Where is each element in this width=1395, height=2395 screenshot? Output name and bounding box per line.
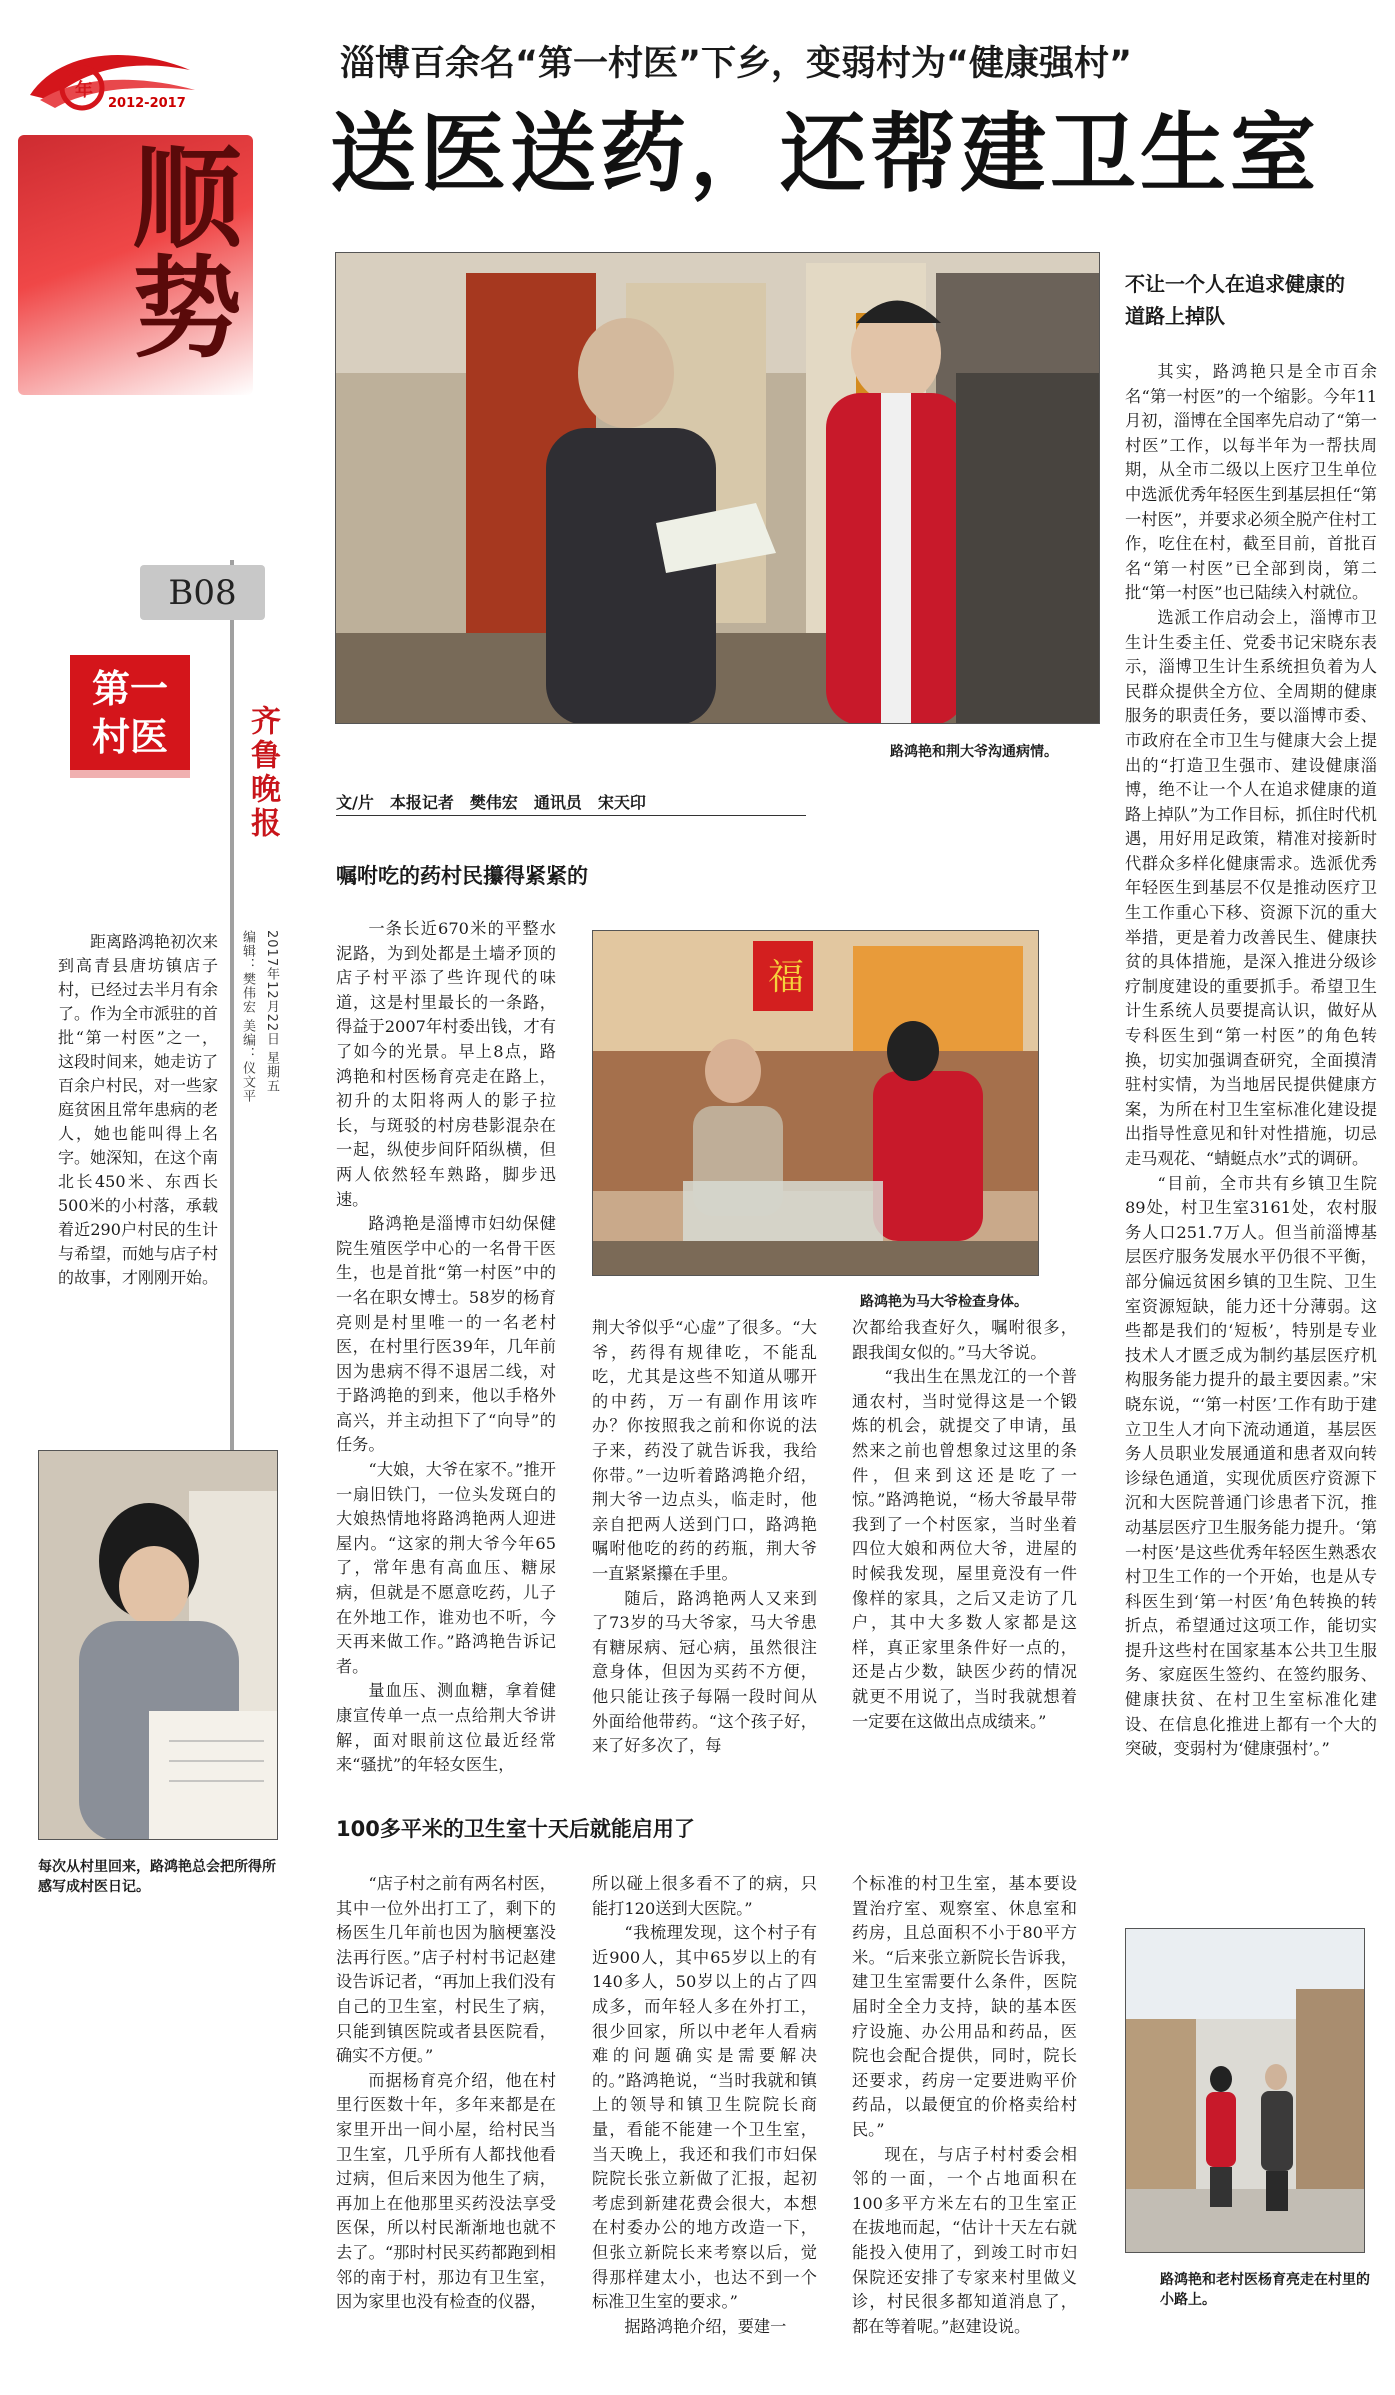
date-line: 2017年12月22日 星期五 xyxy=(264,930,279,1094)
column-tag xyxy=(70,655,190,770)
photo-checkup xyxy=(592,930,1039,1276)
sidebar-subhead: 不让一个人在追求健康的道路上掉队 xyxy=(1125,272,1345,328)
byline: 文/片 本报记者 樊伟宏 通讯员 宋天印 xyxy=(336,793,646,812)
svg-text:年: 年 xyxy=(75,80,93,101)
doctor-with-elder-scene xyxy=(336,253,1100,724)
section2-subhead: 100多平米的卫生室十天后就能启用了 xyxy=(336,1817,695,1841)
caption-checkup: 路鸿艳为马大爷检查身体。 xyxy=(860,1294,1028,1310)
section2-col1: “店子村之前有两名村医，其中一位外出打工了，剩下的杨医生几年前也因为脑梗塞没法再行医。”店子村村书记赵建设告诉记者，“再加上我们没有自己的卫生室，村民生了病，只能到镇医院或者县医院看，确实不方便。” 而据杨育亮介绍，他在村里行医数十年，多年来都是在家里开出一间小屋，给村民当卫生室，几乎所有人都找他看过病，但后来因为他生了病，再加上在他那里买药没法享受医保，所以村民渐渐地也就不去了。“那时村民买药都跑到相邻的南于村，那边有卫生室，因为家里也没有检查的仪器， xyxy=(336,1874,556,2312)
intro-text: 距离路鸿艳初次来到高青县唐坊镇店子村，已经过去半月有余了。作为全市派驻的首批“第一村医”之一，这段时间来，她走访了百余户村民，对一些家庭贫困且常年患病的老人，她也能叫得上名字。她深知，在这个南北长450米、东西长500米的小村落，承载着近290户村民的生计与希望，而她与店子村的故事，才刚刚开始。 xyxy=(58,932,219,1287)
logo-swoosh-icon xyxy=(20,40,200,125)
woman-writing-figure-icon xyxy=(39,1451,278,1840)
kicker: 淄博百余名“第一村医”下乡，变弱村为“健康强村” xyxy=(340,44,1133,84)
column-tag-label: 第一村医 xyxy=(91,666,168,759)
page-number-box xyxy=(140,565,265,620)
caption-writing-diary: 每次从村里回来，路鸿艳总会把所得所感写成村医日记。 xyxy=(38,1859,276,1895)
headline: 送医送药，还帮建卫生室 xyxy=(330,103,1320,204)
vertical-rule xyxy=(230,560,234,1580)
walking-in-lane-scene xyxy=(1126,1929,1365,2253)
section2-col3: 个标准的村卫生室，基本要设置治疗室、观察室、休息室和药房，且总面积不小于80平方米。“后来张立新院长告诉我，建卫生室需要什么条件，医院届时全全力支持，缺的基本医疗设施、办公用品和药品，医院也会配合提供，同时，院长还要求，药房一定要进购平价药品，以最便宜的价格卖给村民。” 现在，与店子村村委会相邻的一面，一个占地面积在100多平方米左右的卫生室正在拔地而起，“估计十天左右就能投入使用了，到竣工时市妇保院还安排了专家来村里做义诊，村民很多都知道消息了，都在等着呢。”赵建设说。 xyxy=(852,1874,1077,2336)
section-title: 顺势 xyxy=(114,140,243,360)
section2-col2: 所以碰上很多看不了的病，只能打120送到大医院。” “我梳理发现，这个村子有近900人，其中65岁以上的有140多人，50岁以上的占了四成多，而年轻人多在外打工，很少回家，所以中老年人看病难的问题确实是需要解决的。”路鸿艳说，“当时我就和镇上的领导和镇卫生院院长商量，看能不能建一个卫生室，当天晚上，我还和我们市妇保院院长张立新做了汇报，起初考虑到新建花费会很大，本想在村委办公的地方改造一下，但张立新院长来考察以后，觉得那样建太小，也达不到一个标准卫生室的要求。” 据路鸿艳介绍，要建一 xyxy=(592,1874,817,2336)
photo-walking xyxy=(1125,1928,1365,2253)
byline-rule xyxy=(336,815,806,816)
section1-col1: 一条长近670米的平整水泥路，为到处都是土墙矛顶的店子村平添了些许现代的味道，这是村里最长的一条路，得益于2007年村委出钱，才有了如今的光景。早上8点，路鸿艳和村医杨育亮走在路上，初升的太阳将两人的影子拉长，与斑驳的村房巷影混杂在一起，纵使步间阡陌纵横，但两人依然轻车熟路，脚步迅速。 路鸿艳是淄博市妇幼保健院生殖医学中心的一名骨干医生，也是首批“第一村医”中的一名在职女博士。58岁的杨育亮则是村里唯一的一名老村医，在村里行医39年，几年前因为患病不得不退居二线，对于路鸿艳的到来，他以手格外高兴，并主动担下了“向导”的任务。 “大娘，大爷在家不。”推开一扇旧铁门，一位头发斑白的大娘热情地将路鸿艳两人迎进屋内。“这家的荆大爷今年65了，常年患有高血压、糖尿病，但就是不愿意吃药，儿子在外地工作，谁劝也不听，今天再来做工作。”路鸿艳告诉记者。 量血压、测血糖，拿着健康宣传单一点一点给荆大爷讲解，面对眼前这位最近经常来“骚扰”的年轻女医生， xyxy=(336,919,556,1775)
editor-line: 编辑：樊伟宏 美编：仪文平 xyxy=(240,930,255,1104)
photo-main xyxy=(335,252,1100,724)
section1-subhead: 嘱咐吃的药村民攥得紧紧的 xyxy=(336,864,588,888)
caption-main-photo: 路鸿艳和荆大爷沟通病情。 xyxy=(890,744,1058,760)
svg-text:福: 福 xyxy=(768,957,805,998)
logo-years: 2012-2017 xyxy=(108,96,186,111)
sidebar-text: 其实，路鸿艳只是全市百余名“第一村医”的一个缩影。今年11月初，淄博在全国率先启动了“第一村医”工作，以每半年为一帮扶周期，从全市二级以上医疗卫生单位中选派优秀年轻医生到基层担任“第一村医”，并要求必须全脱产住村工作，吃住在村，截至目前，首批百名“第一村医”已全部到岗，第二批“第一村医”也已陆续入村就位。 选派工作启动会上，淄博市卫生计生委主任、党委书记宋晓东表示，淄博卫生计生系统担负着为人民群众提供全方位、全周期的健康服务的职责任务，要以淄博市委、市政府在全市卫生与健康大会上提出的“打造卫生强市、建设健康淄博，绝不让一个人在追求健康的道路上掉队”为工作目标，抓住时代机遇，用好用足政策，精准对接新时代群众多样化健康需求。选派优秀年轻医生到基层不仅是推动医疗卫生工作重心下移、资源下沉的重大举措，更是着力改善民生、健康扶贫的具体措施，是深入推进分级诊疗制度建设的重要抓手。希望卫生计生系统人员要提高认识，做好从专科医生到“第一村医”的角色转换，切实加强调查研究，全面摸清驻村实情，为当地居民提供健康方案，为所在村卫生室标准化建设提出指导性意见和针对性措施，切忌走马观花、“蜻蜓点水”式的调研。 “目前，全市共有乡镇卫生院89处，村卫生室3161处，农村服务人口251.7万人。但当前淄博基层医疗服务发展水平仍很不平衡，部分偏远贫困乡镇的卫生院、卫生室资源短缺，能力还十分薄弱。这些都是我们的‘短板’，特别是专业技术人才匮乏成为制约基层医疗机构服务能力提升的最主要因素。”宋晓东说，“‘第一村医’工作有助于建立卫生人才向下流动通道，基层医务人员职业发展通道和患者双向转诊绿色通道，实现优质医疗资源下沉和大医院普通门诊患者下沉，推动基层医疗卫生服务能力提升。‘第一村医’是这些优秀年轻医生熟悉农村卫生工作的一个开始，也是从专科医生到‘第一村医’角色转换的转折点，希望通过这项工作，能切实提升这些村在国家基本公共卫生服务、家庭医生签约、在签约服务、健康扶贫、在村卫生室标准化建设、在信息化推进上都有一个大的突破，变弱村为‘健康强村’。” xyxy=(1125,362,1377,1759)
logo xyxy=(20,40,200,125)
section1-col3: 次都给我查好久，嘱咐很多，跟我闺女似的。”马大爷说。 “我出生在黑龙江的一个普通农村，当时觉得这是一个锻炼的机会，就提交了申请，虽然来之前也曾想象过这里的条件，但来到这还是吃了一惊。”路鸿艳说，“杨大爷最早带我到了一个村医家，当时坐着四位大娘和两位大爷，进屋的时候我发现，屋里竟没有一件像样的家具，之后又走访了几户，其中大多数人家都是这样，真正家里条件好一点的，还是占少数，缺医少药的情况就更不用说了，当时我就想着一定要在这做出点成绩来。” xyxy=(852,1318,1077,1731)
photo-writing-diary xyxy=(38,1450,278,1840)
section1-col2: 荆大爷似乎“心虚”了很多。“大爷，药得有规律吃，不能乱吃，尤其是这些不知道从哪开的中药，万一有副作用该咋办？你按照我之前和你说的法子来，药没了就告诉我，我给你带。”一边听着路鸿艳介绍，荆大爷一边点头，临走时，他亲自把两人送到门口，路鸿艳嘱咐他吃的药的药瓶，荆大爷一直紧紧攥在手里。 随后，路鸿艳两人又来到了73岁的马大爷家，马大爷患有糖尿病、冠心病，虽然很注意身体，但因为买药不方便，他只能让孩子每隔一段时间从外面给他带药。“这个孩子好，来了好多次了，每 xyxy=(592,1318,817,1756)
caption-walking: 路鸿艳和老村医杨育亮走在村里的小路上。 xyxy=(1160,2272,1370,2308)
column-tag-stripe xyxy=(70,770,190,778)
doctor-checking-elder-scene xyxy=(593,931,1039,1276)
page-number: B08 xyxy=(168,572,237,613)
paper-name: 齐鲁晚报 xyxy=(245,705,280,841)
